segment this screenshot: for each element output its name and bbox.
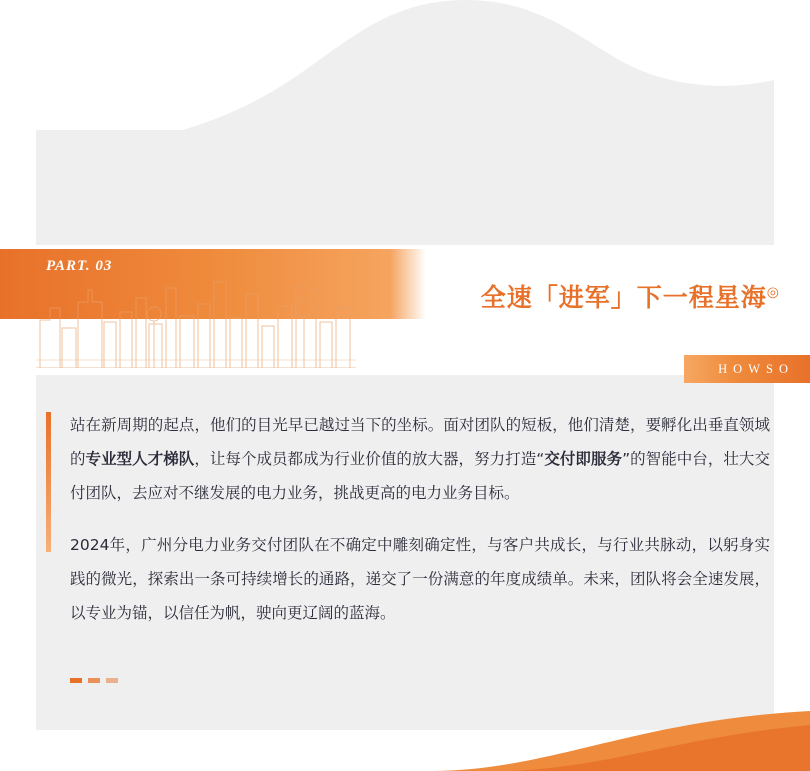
page-title: [481, 278, 780, 314]
part-label: PART. 03: [46, 258, 113, 274]
body-text-run: 2024年，广州分电力业务交付团队在不确定中雕刻确定性，与客户共成长，与行业共脉动，以躬身实践的微光，探索出一条可持续增长的通路，递交了一份满意的年度成绩单。未来，团队将会全速发展，以专业为锚，以信任为帆，驶向更辽阔的蓝海。: [70, 536, 770, 622]
body-content: [70, 408, 770, 648]
emphasis-text: 交付即服务: [544, 450, 623, 468]
page-title-text: 全速「进军」下一程星海: [480, 283, 767, 312]
paragraph-accent-bar: [46, 412, 51, 552]
dash-1: [70, 678, 82, 683]
skyline-illustration: [36, 268, 356, 368]
brand-tag: HOWSO: [684, 355, 810, 383]
dash-decoration: [70, 678, 118, 683]
emphasis-text: 专业型人才梯队: [85, 450, 195, 468]
page-title-mark: ◎: [766, 284, 780, 301]
body-text-run: 站在新周期的起点，他们的目光早已越过当下的坐标。面对团队的短板，他们清楚，要孵化出垂直领域的: [70, 416, 770, 468]
dash-2: [88, 678, 100, 683]
bottom-wedge-decoration: [430, 711, 810, 771]
part-strip-fade: [390, 249, 426, 319]
body-text-run: ，让每个成员都成为行业价值的放大器，努力打造“: [194, 450, 545, 468]
paragraph-1: [70, 408, 770, 510]
body-text-run: ”的智能中台，壮大交付团队，去应对不继发展的电力业务，挑战更高的电力业务目标。: [70, 450, 770, 502]
dash-3: [106, 678, 118, 683]
top-wave-decoration: [36, 0, 774, 190]
paragraph-2: [70, 528, 770, 630]
